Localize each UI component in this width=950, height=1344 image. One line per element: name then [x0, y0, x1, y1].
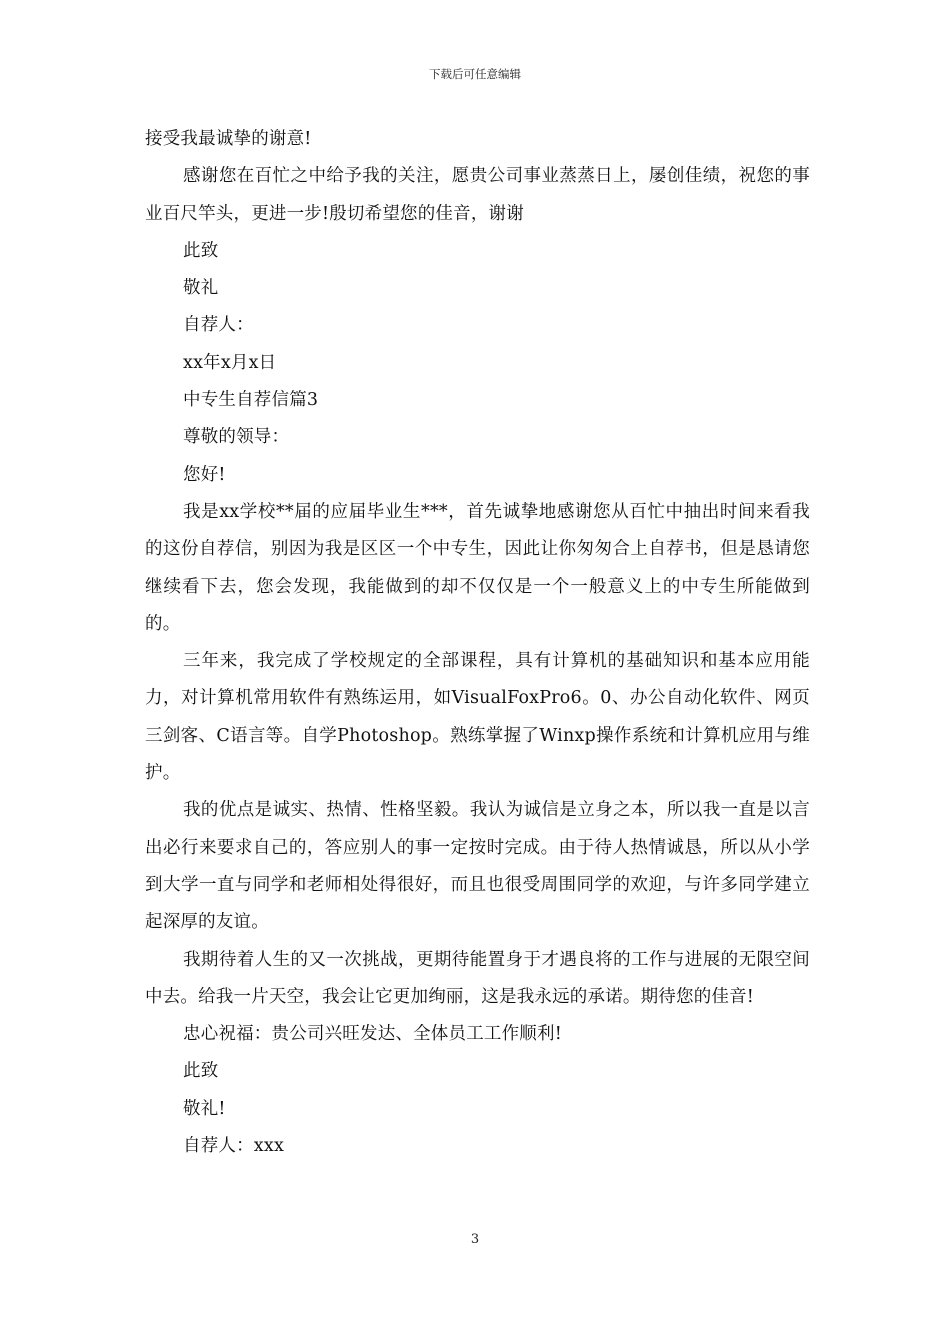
closing-regards-2: 敬礼! [183, 1098, 226, 1119]
signature-label: 自荐人： [183, 315, 254, 336]
page-number: 3 [470, 1232, 480, 1247]
paragraph-skills: 三年来，我完成了学校规定的全部课程，具有计算机的基础知识和基本应用能力，对计算机常用软件有熟练运用，如VisualFoxPro6。0、办公自动化软件、网页三剑客、C语言等。自学Photoshop。熟练掌握了Winxp操作系统和计算机应用与维护。 [145, 651, 810, 784]
letter-body [145, 121, 810, 1165]
closing-salute-2: 此致 [183, 1061, 219, 1082]
paragraph-thanks: 接受我最诚挚的谢意! [145, 129, 312, 149]
paragraph-strengths: 我的优点是诚实、热情、性格坚毅。我认为诚信是立身之本，所以我一直是以言出必行来要求自己的，答应别人的事一定按时完成。由于待人热情诚恳，所以从小学到大学一直与同学和老师相处得很好，而且也很受周围同学的欢迎，与许多同学建立起深厚的友谊。 [145, 800, 810, 933]
paragraph-wishes: 忠心祝福：贵公司兴旺发达、全体员工工作顺利! [183, 1024, 562, 1045]
date-line: xx年x月x日 [183, 352, 277, 373]
section-title: 中专生自荐信篇3 [183, 390, 319, 411]
closing-salute: 此致 [183, 240, 219, 261]
closing-regards: 敬礼 [183, 278, 219, 299]
paragraph-introduction: 我是xx学校**届的应届毕业生***，首先诚挚地感谢您从百忙中抽出时间来看我的这份自荐信，别因为我是区区一个中专生，因此让你匆匆合上自荐书，但是恳请您继续看下去，您会发现，我能做到的却不仅仅是一个一般意义上的中专生所能做到的。 [145, 501, 810, 634]
signature-line: 自荐人：xxx [183, 1136, 285, 1157]
salutation: 尊敬的领导： [183, 427, 290, 448]
header-note: 下载后可任意编辑 [429, 67, 521, 81]
greeting: 您好! [183, 464, 226, 485]
paragraph-gratitude: 感谢您在百忙之中给予我的关注，愿贵公司事业蒸蒸日上，屡创佳绩，祝您的事业百尺竿头，更进一步!殷切希望您的佳音，谢谢 [145, 166, 810, 224]
paragraph-expectation: 我期待着人生的又一次挑战，更期待能置身于才遇良将的工作与进展的无限空间中去。给我一片天空，我会让它更加绚丽，这是我永远的承诺。期待您的佳音! [145, 949, 810, 1007]
